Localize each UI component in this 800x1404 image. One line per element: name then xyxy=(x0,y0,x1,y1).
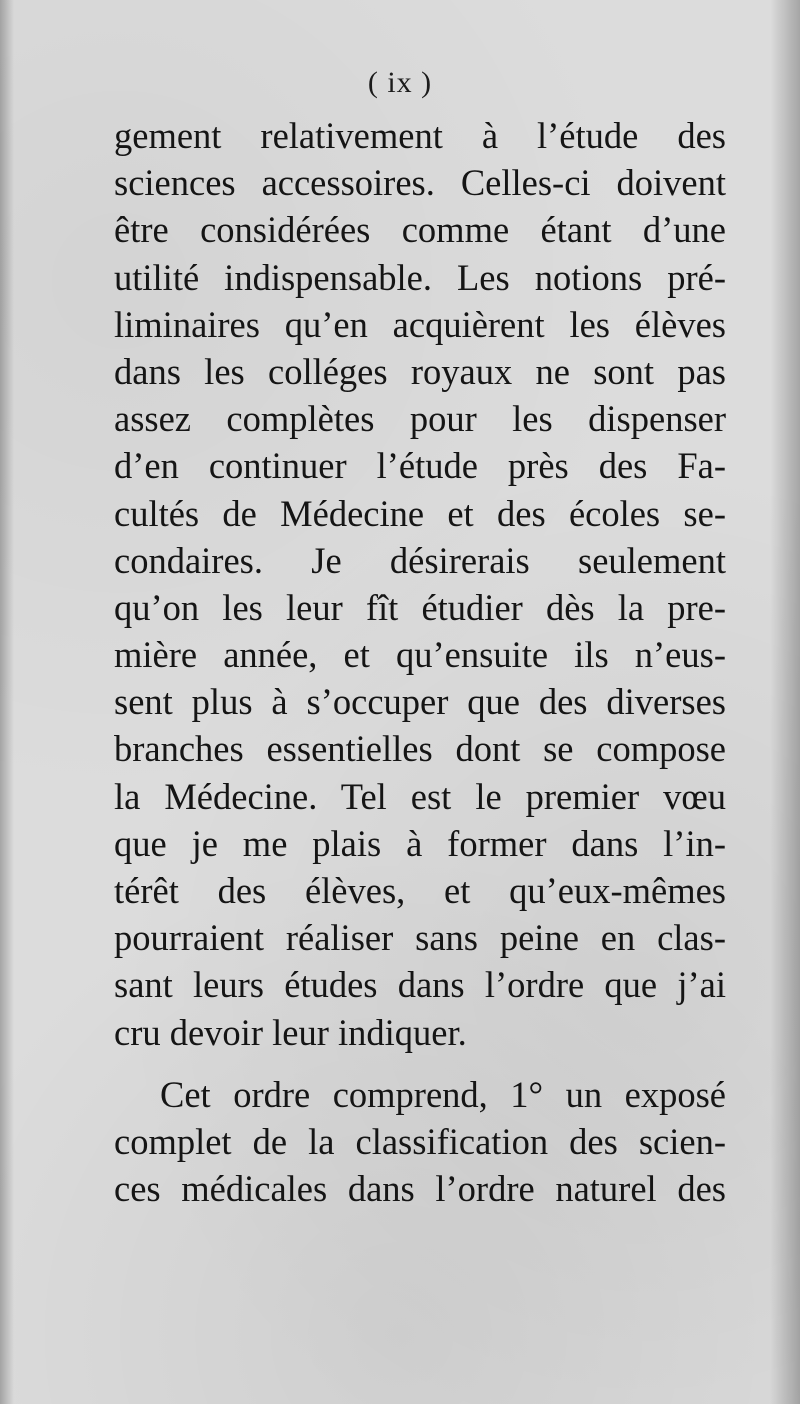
text-line: être considérées comme étant d’une xyxy=(114,209,726,251)
text-line: ces médicales dans l’ordre naturel des xyxy=(114,1168,726,1210)
text-line: sant leurs études dans l’ordre que j’ai xyxy=(114,964,726,1006)
text-line: condaires. Je désirerais seulement xyxy=(114,539,726,581)
paragraph-gap xyxy=(114,1056,726,1071)
text-line: cru devoir leur indiquer. xyxy=(114,1011,467,1053)
paragraph-1 xyxy=(114,112,726,1056)
page-number: ( ix ) xyxy=(367,66,433,99)
text-line: d’en continuer l’étude près des Fa- xyxy=(114,445,726,487)
text-line: pourraient réaliser sans peine en clas- xyxy=(114,917,726,959)
text-line: cultés de Médecine et des écoles se- xyxy=(114,492,726,534)
page-right-edge-shadow xyxy=(770,0,800,1404)
page-left-edge-shadow xyxy=(0,0,14,1404)
text-line: complet de la classification des scien- xyxy=(114,1120,726,1162)
text-line: sciences accessoires. Celles-ci doivent xyxy=(114,162,726,204)
text-line: sent plus à s’occuper que des diverses xyxy=(114,681,726,723)
text-line: dans les colléges royaux ne sont pas xyxy=(114,350,726,392)
text-line: mière année, et qu’ensuite ils n’eus- xyxy=(114,634,726,676)
body-text xyxy=(114,112,726,1212)
text-line: que je me plais à former dans l’in- xyxy=(114,822,726,864)
text-line: térêt des élèves, et qu’eux-mêmes xyxy=(114,870,726,911)
paragraph-2 xyxy=(114,1071,726,1213)
text-line: liminaires qu’en acquièrent les élèves xyxy=(114,303,726,345)
text-line: utilité indispensable. Les notions pré- xyxy=(114,256,726,298)
text-line: branches essentielles dont se compose xyxy=(114,728,726,770)
text-line: Cet ordre comprend, 1° un exposé xyxy=(160,1073,726,1115)
text-line: qu’on les leur fît étudier dès la pre- xyxy=(114,586,726,628)
text-line: assez complètes pour les dispenser xyxy=(114,398,726,440)
text-line: gement relativement à l’étude des xyxy=(114,115,726,156)
text-line: la Médecine. Tel est le premier vœu xyxy=(114,775,726,817)
